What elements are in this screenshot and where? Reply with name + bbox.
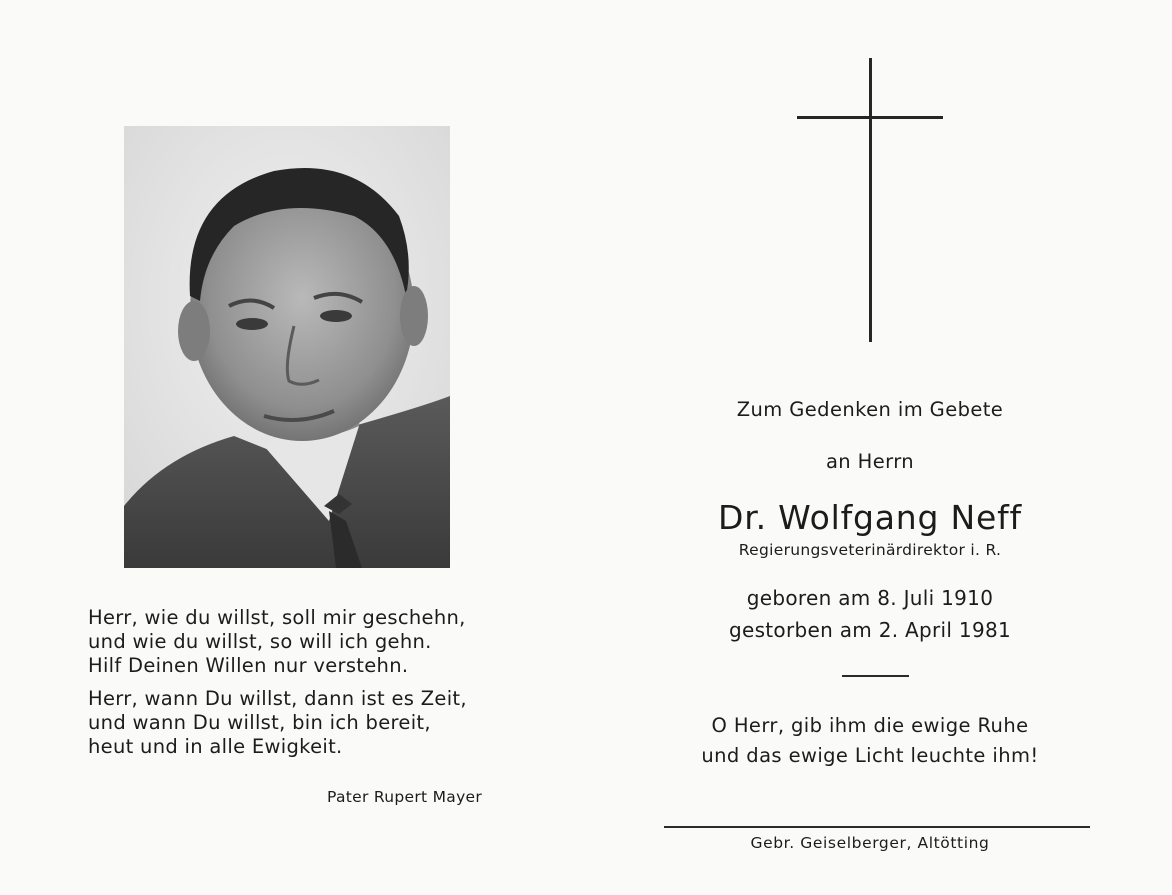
divider-short	[842, 675, 909, 677]
memorial-heading: Zum Gedenken im Gebete	[736, 398, 1004, 421]
deceased-title: Regierungsveterinärdirektor i. R.	[738, 541, 1002, 559]
divider-long	[664, 826, 1090, 828]
prayer-line: O Herr, gib ihm die ewige Ruhe	[711, 714, 1029, 737]
printer-credit: Gebr. Geiselberger, Altötting	[750, 834, 990, 852]
prayer-line: und das ewige Licht leuchte ihm!	[701, 744, 1039, 767]
cross-vertical-bar	[869, 58, 872, 342]
poem-line: Herr, wie du willst, soll mir geschehn,	[88, 606, 466, 629]
poem-line: und wann Du willst, bin ich bereit,	[88, 711, 431, 734]
birth-date: geboren am 8. Juli 1910	[746, 586, 994, 610]
portrait-photo	[124, 126, 450, 568]
poem-line: heut und in alle Ewigkeit.	[88, 735, 343, 758]
death-date: gestorben am 2. April 1981	[728, 618, 1012, 642]
cross-horizontal-bar	[797, 116, 943, 119]
poem	[88, 606, 508, 759]
poem-line: und wie du willst, so will ich gehn.	[88, 630, 432, 653]
salutation: an Herrn	[825, 450, 915, 473]
portrait-image	[124, 126, 450, 568]
deceased-name: Dr. Wolfgang Neff	[718, 498, 1022, 537]
poem-stanza-2	[88, 687, 508, 759]
poem-line: Herr, wann Du willst, dann ist es Zeit,	[88, 687, 467, 710]
poem-author: Pater Rupert Mayer	[327, 788, 483, 806]
poem-line: Hilf Deinen Willen nur verstehn.	[88, 654, 409, 677]
poem-stanza-1	[88, 606, 508, 678]
